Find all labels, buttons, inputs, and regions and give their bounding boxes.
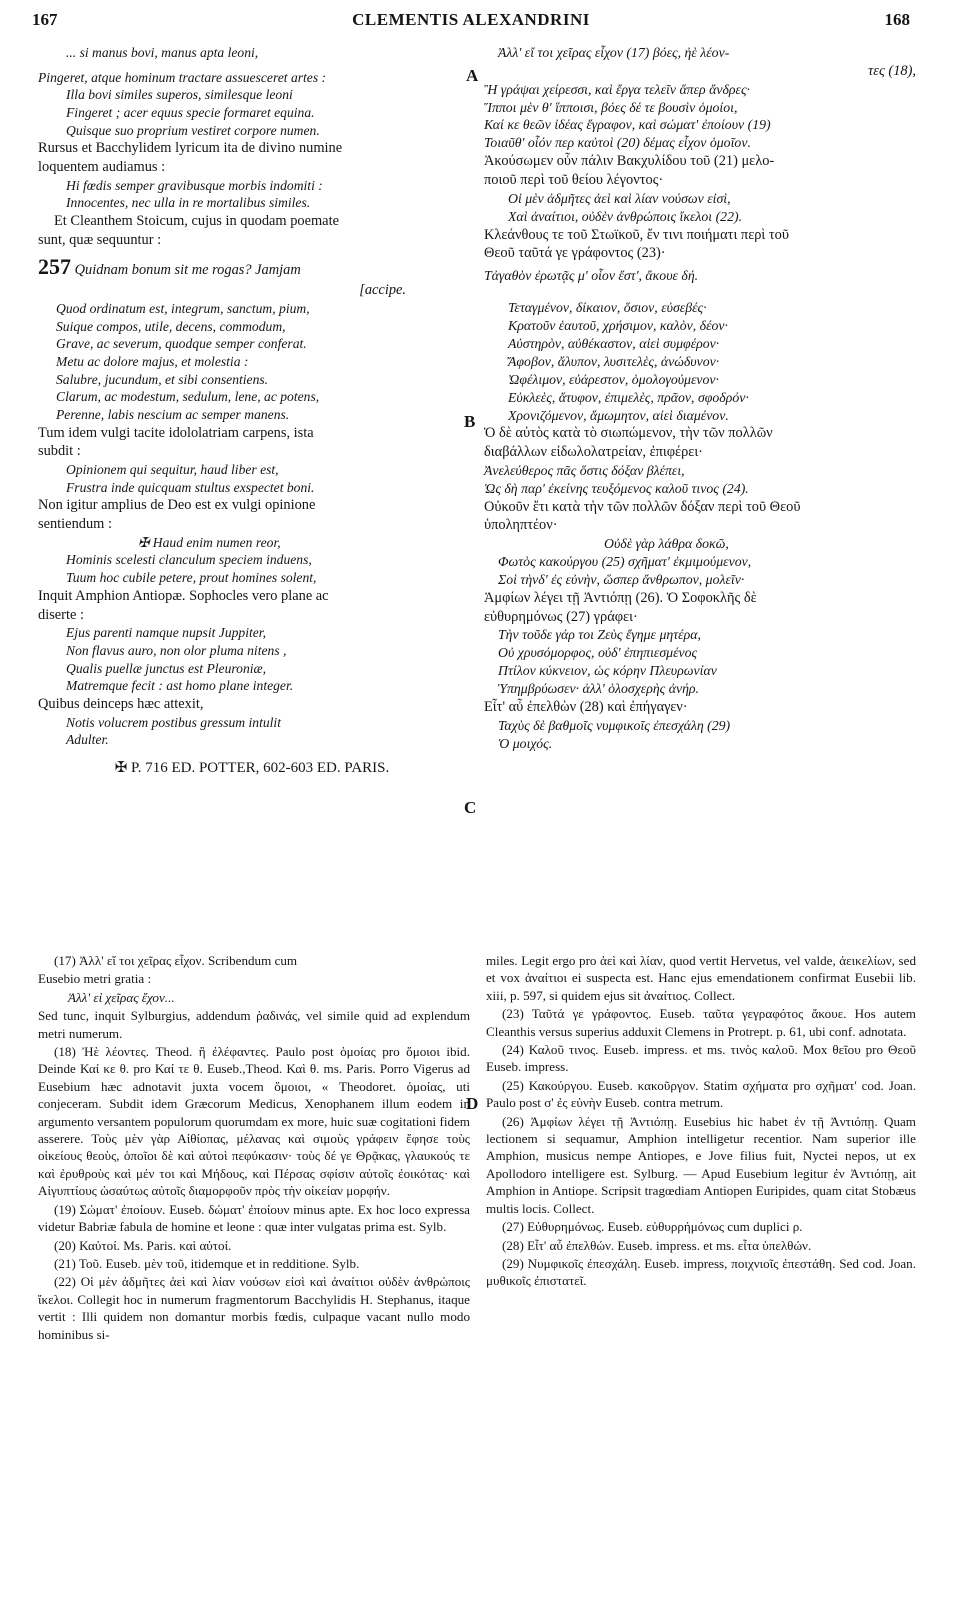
verse-line: Καί κε θεῶν ἰδέας ἔγραφον, καὶ σώματ' ἐποίουν (19) bbox=[484, 117, 771, 133]
prose-line: Οὐκοῦν ἔτι κατὰ τὴν τῶν πολλῶν δόξαν περὶ τοῦ Θεοῦ bbox=[484, 498, 801, 515]
prose-line: Tum idem vulgi tacite idololatriam carpens, ista bbox=[38, 424, 314, 441]
verse-line: ... si manus bovi, manus apta leoni, bbox=[66, 45, 259, 60]
prose-line: sunt, quæ sequuntur : bbox=[38, 231, 162, 248]
footnote: (26) Ἀμφίων λέγει τῇ Ἀντιόπῃ. Eusebius hic habet ἐν τῇ Ἀντιόπῃ. Quam lectionem si sequamur, Amphion intelligetur recentior. Nam superior ille Amphion, musicus nempe Antiopes, e Jove filius fuit, Nyctei nepos, ut ex Apollodoro intelligere est. Sylburg. — Apud Eusebium legitur ἐν Ἀντιόπῃ, ait Amphion in Antiope. Scripsit tragœdiam Antiopen Euripides, quam citat Stobæus multis locis. Collect. bbox=[486, 1113, 916, 1216]
verse-line: Τοιαῦθ' οἷόν περ καὐτοὶ (20) δέμας εἶχον ὁμοῖον. bbox=[484, 135, 751, 151]
prose-line: Εἶτ' αὖ ἐπελθὼν (28) καὶ ἐπήγαγεν· bbox=[484, 699, 688, 716]
prose-line: Non igitur amplius de Deo est ex vulgi opinione bbox=[38, 497, 316, 514]
verse-line: Tuum hoc cubile petere, prout homines solent, bbox=[66, 570, 317, 586]
verse-line: Τεταγμένον, δίκαιον, ὅσιον, εὐσεβές· bbox=[508, 299, 707, 315]
footnote: (25) Κακούργου. Euseb. κακοῦργον. Statim σχήματα pro σχῆματ' cod. Joan. Paulo post σ' ἐς εὐνὴν Euseb. contra metrum. bbox=[486, 1077, 916, 1111]
footnote: (29) Νυμφικοῖς ἐπεσχάλη. Euseb. impress, ποιχνιοῖς ἐπεστάθη. Sed cod. Joan. μυθικοῖς ἐπιστατεῖ. bbox=[486, 1255, 916, 1289]
verse-continuation: τες (18), bbox=[868, 62, 916, 79]
footnotes-left bbox=[38, 952, 470, 1344]
verse-line: Illa bovi similes superos, similesque leoni bbox=[66, 87, 293, 103]
verse-line: Matremque fecit : ast homo plane integer. bbox=[66, 678, 294, 694]
footnote: Sed tunc, inquit Sylburgius, addendum ῥαδινάς, vel simile quid ad explendum metri numerum. bbox=[38, 1008, 470, 1041]
verse-line: Qualis puellæ junctus est Pleuroniæ, bbox=[66, 660, 266, 676]
footnote: (28) Εἶτ' αὖ ἐπελθών. Euseb. impress. et ms. εἶτα ὑπελθών. bbox=[502, 1237, 812, 1253]
verse-line: Opinionem qui sequitur, haud liber est, bbox=[66, 462, 279, 478]
footnote: Eusebio metri gratia : bbox=[38, 971, 152, 987]
greek-column bbox=[484, 44, 916, 753]
verse-line: Quisque suo proprium vestiret corpore numen. bbox=[66, 122, 320, 138]
prose-line: Inquit Amphion Antiopæ. Sophocles vero plane ac bbox=[38, 587, 329, 604]
prose-line: Ἀμφίων λέγει τῇ Ἀντιόπῃ (26). Ὁ Σοφοκλῆς δὲ bbox=[484, 589, 757, 606]
verse-line: Notis volucrem postibus gressum intulit bbox=[66, 714, 281, 730]
left-page-number: 167 bbox=[32, 10, 58, 29]
verse-line: Innocentes, nec ulla in re mortalibus similes. bbox=[66, 195, 311, 211]
prose-line: ὑποληπτέον· bbox=[484, 517, 558, 534]
margin-marker-a: A bbox=[466, 66, 479, 85]
prose-line: Ἀκούσωμεν οὖν πάλιν Βακχυλίδου τοῦ (21) μελο- bbox=[484, 153, 775, 170]
prose-line: Κλεάνθους τε τοῦ Στωϊκοῦ, ἔν τινι ποιήματι περὶ τοῦ bbox=[484, 226, 789, 243]
verse-line: Ταχὺς δὲ βαθμοῖς νυμφικοῖς ἐπεσχάλη (29) bbox=[498, 717, 731, 733]
verse-line: Quidnam bonum sit me rogas? Jamjam bbox=[74, 261, 301, 278]
verse-line: Οὐ χρυσόμορφος, οὐδ' ἐπηπιεσμένος bbox=[498, 645, 698, 661]
verse-line: Fingeret ; acer equus specie formaret equina. bbox=[66, 105, 315, 121]
prose-line: Ὁ δὲ αὐτὸς κατὰ τὸ σιωπώμενον, τὴν τῶν πολλῶν bbox=[484, 425, 773, 442]
verse-line: Κρατοῦν ἑαυτοῦ, χρήσιμον, καλὸν, δέον· bbox=[508, 317, 728, 333]
verse-line: Hominis scelesti clanculum speciem induens, bbox=[66, 552, 312, 568]
verse-line: Hi fœdis semper gravibusque morbis indomiti : bbox=[66, 177, 323, 193]
footnote: (19) Σώματ' ἐποίουν. Euseb. δώματ' ἐποίουν minus apte. Ex hoc loco expressa videtur Babriæ fabula de homine et leone : quæ inter vulgatas prima est. Sylb. bbox=[38, 1201, 470, 1235]
verse-line: Χρονιζόμενον, ἄμωμητον, αἰεὶ διαμένον. bbox=[508, 407, 729, 423]
prose-line: Θεοῦ ταῦτά γε γράφοντος (23)· bbox=[484, 245, 666, 262]
footnote: (21) Τοῦ. Euseb. μὲν τοῦ, itidemque et in redditione. Sylb. bbox=[54, 1255, 360, 1271]
verse-line: Πτίλον κύκνειον, ὡς κόρην Πλευρωνίαν bbox=[498, 663, 717, 679]
edition-reference: ✠ P. 716 ED. POTTER, 602-603 ED. PARIS. bbox=[114, 760, 390, 777]
footnotes-right bbox=[486, 952, 916, 1291]
verse-line: Χαὶ ἀναίτιοι, οὐδὲν ἀνθρώποις ἴκελοι (22). bbox=[508, 208, 743, 224]
prose-line: Rursus et Bacchylidem lyricum ita de divino numine bbox=[38, 140, 343, 157]
verse-line: Clarum, ac modestum, sedulum, lene, ac potens, bbox=[56, 389, 320, 405]
verse-line: Σοὶ τὴνδ' ἐς εὐνὴν, ὥσπερ ἄνθρωπον, μολεῖν· bbox=[498, 571, 745, 587]
verse-line: Ὁ μοιχός. bbox=[498, 735, 553, 751]
verse-continuation: [accipe. bbox=[359, 282, 406, 299]
verse-line: Non flavus auro, non olor pluma nitens , bbox=[66, 642, 287, 658]
running-header bbox=[32, 10, 910, 36]
margin-marker-b: B bbox=[464, 412, 476, 431]
verse-line: Salubre, jucundum, et sibi consentiens. bbox=[56, 371, 269, 387]
verse-line: ✠ Haud enim numen reor, bbox=[138, 534, 281, 550]
verse-line: Ἵπποι μὲν θ' ἵπποισι, βόες δέ τε βουσὶν ὁμοίοι, bbox=[484, 99, 738, 115]
section-number: 257 bbox=[38, 253, 71, 279]
footnote: (17) Ἀλλ' εἴ τοι χεῖρας εἶχον. Scribendum cum bbox=[54, 953, 298, 968]
prose-line: Et Cleanthem Stoicum, cujus in quodam poemate bbox=[54, 213, 339, 230]
verse-line: Grave, ac severum, quodque semper conferat. bbox=[56, 336, 307, 352]
verse-line: Εὐκλεὲς, ἄτυφον, ἐπιμελὲς, πρᾶον, σφοδρόν· bbox=[508, 389, 749, 405]
prose-line: subdit : bbox=[38, 443, 81, 460]
verse-line: Ἢ γράψαι χείρεσσι, καὶ ἔργα τελεῖν ἅπερ ἄνδρες· bbox=[484, 81, 750, 97]
verse-line: Pingeret, atque hominum tractare assuesceret artes : bbox=[38, 69, 327, 85]
verse-line: Metu ac dolore majus, et molestia : bbox=[56, 353, 249, 369]
prose-line: diserte : bbox=[38, 606, 84, 623]
footnote: (27) Εὐθυρημόνως. Euseb. εὐθυρρήμόνως cum duplici ρ. bbox=[502, 1219, 803, 1235]
section-line bbox=[38, 253, 466, 282]
verse-line: Adulter. bbox=[66, 732, 109, 748]
footnote: (23) Ταῦτά γε γράφοντος. Euseb. ταῦτα γεγραφότος ἄκουε. Hos autem Cleanthis versus superius adduxit Clemens in Protrept. p. 61, ubi conf. adnotata. bbox=[486, 1006, 916, 1039]
verse-line: Frustra inde quicquam stultus exspectet boni. bbox=[66, 479, 315, 495]
prose-line: Quibus deinceps hæc attexit, bbox=[38, 695, 204, 712]
footnote: (20) Καὐτοί. Ms. Paris. καὶ αὐτοί. bbox=[54, 1237, 232, 1253]
verse-line: Ἀνελεύθερος πᾶς ὅστις δόξαν βλέπει, bbox=[484, 462, 685, 478]
verse-line: Τἀγαθὸν ἐρωτᾷς μ' οἷον ἔστ', ἄκουε δή. bbox=[484, 268, 699, 284]
verse-line: Ἀλλ' εἴ τοι χεῖρας εἶχον (17) βόες, ἠὲ λέον- bbox=[498, 45, 730, 60]
prose-line: διαβάλλων εἰδωλολατρείαν, ἐπιφέρει· bbox=[484, 444, 703, 461]
footnote: (22) Οἱ μὲν ἀδμῆτες ἀεὶ καὶ λίαν νούσων εἰσὶ καὶ ἀναίτιοι οὐδὲν ἀνθρώποις ἴκελοι. Collegit hoc in numerum fragmentorum Bacchylidis H. Stephanus, itaque vertit : Illi quidem non domantur morbis fœdis, culpaque vacant nullo modo hominibus si- bbox=[38, 1274, 470, 1342]
verse-line: Ὡς δὴ παρ' ἐκείνης τευξόμενος καλοῦ τινος (24). bbox=[484, 480, 749, 496]
verse-line: Ejus parenti namque nupsit Juppiter, bbox=[66, 625, 266, 641]
verse-line: Τὴν τοῦδε γάρ τοι Ζεὺς ἔγημε μητέρα, bbox=[498, 627, 701, 643]
right-page-number: 168 bbox=[884, 10, 910, 29]
prose-line: ποιοῦ περὶ τοῦ θείου λέγοντος· bbox=[484, 172, 664, 189]
verse-line: Ὑπημβρύωσεν· ἀλλ' ὁλοσχερὴς ἀνήρ. bbox=[498, 681, 700, 697]
verse-line: Ὠφέλιμον, εὐάρεστον, ὁμολογούμενον· bbox=[508, 371, 720, 387]
verse-line: Quod ordinatum est, integrum, sanctum, pium, bbox=[56, 300, 310, 316]
verse-line: Ἄφοβον, ἄλυπον, λυσιτελὲς, ἀνώδυνον· bbox=[508, 353, 720, 369]
prose-line: loquentem audiamus : bbox=[38, 159, 166, 176]
verse-line: Αὐστηρὸν, αὐθέκαστον, αἰεὶ συμφέρον· bbox=[508, 335, 720, 351]
verse-line: Οἱ μὲν ἀδμῆτες ἀεὶ καὶ λίαν νούσων εἰσὶ, bbox=[508, 190, 731, 206]
prose-line: εὐθυρημόνως (27) γράφει· bbox=[484, 608, 638, 625]
margin-marker-d: D bbox=[466, 1094, 479, 1113]
latin-column bbox=[38, 44, 466, 779]
verse-line: Οὐδὲ γὰρ λάθρα δοκῶ, bbox=[604, 536, 729, 552]
verse-line: Φωτὸς κακούργου (25) σχῆματ' ἐκμιμούμενον, bbox=[498, 554, 752, 570]
running-title: CLEMENTIS ALEXANDRINI bbox=[352, 10, 590, 29]
verse-line: Suique compos, utile, decens, commodum, bbox=[56, 318, 286, 334]
verse-line: Perenne, labis nescium ac semper manens. bbox=[56, 406, 290, 422]
footnote-quote: Ἀλλ' εἰ χεῖρας ἔχον... bbox=[68, 989, 175, 1005]
prose-line: sentiendum : bbox=[38, 516, 112, 533]
footnote: (18) Ἠὲ λέοντες. Theod. ἢ ἐλέφαντες. Paulo post ὁμοίας pro ὅμοιοι ibid. Deinde Καί κε θ. pro Καί τε θ. Euseb.,Theod. Καὶ θ. ms. Paris. Porro Vigerus ad Eusebium hæc adnotavit juxta vocem ὅμοιοι, « Theodoret. ὁμοίας, uti conjeceram. Subdit idem Græcorum Medicus, Xenophanem illum eodem in argumento versantem populorum quorumdam ex more, huic suæ cogitationi fidem asserere. Τοὺς μὲν γὰρ Αἰθίοπας, μέλανας καὶ σιμοὺς γράφειν ἔφησε τοὺς οἰκείους θεοὺς, ὁποῖοι δὲ καὶ αὐτοὶ πεφύκασιν· τοὺς δέ γε Θρᾷκας, γλαυκούς τε καὶ ἐρυθροὺς καὶ μέν τοι καὶ Μήδους, καὶ Πέρσας σφίσιν αὐτοῖς ἐοικότας· καὶ Αἰγυπτίους ὡσαύτως αὐτοῖς διαμορφοῦν πρὸς τὴν οἰκείαν μορφήν. bbox=[38, 1044, 470, 1199]
footnote: miles. Legit ergo pro ἀεὶ καὶ λίαν, quod vertit Hervetus, vel valde, ἀεικελίων, sed et vox ἀναίτιοι ei suspecta est. Hanc ejus emendationem confirmat Eusebii lib. xiii, p. 597, si quidem ejus sit ἀναίτιος. Collect. bbox=[486, 953, 916, 1003]
footnote: (24) Καλοῦ τινος. Euseb. impress. et ms. τινὸς καλοῦ. Mox θεῖου pro Θεοῦ Euseb. impress. bbox=[486, 1042, 916, 1075]
margin-marker-c: C bbox=[464, 798, 477, 817]
